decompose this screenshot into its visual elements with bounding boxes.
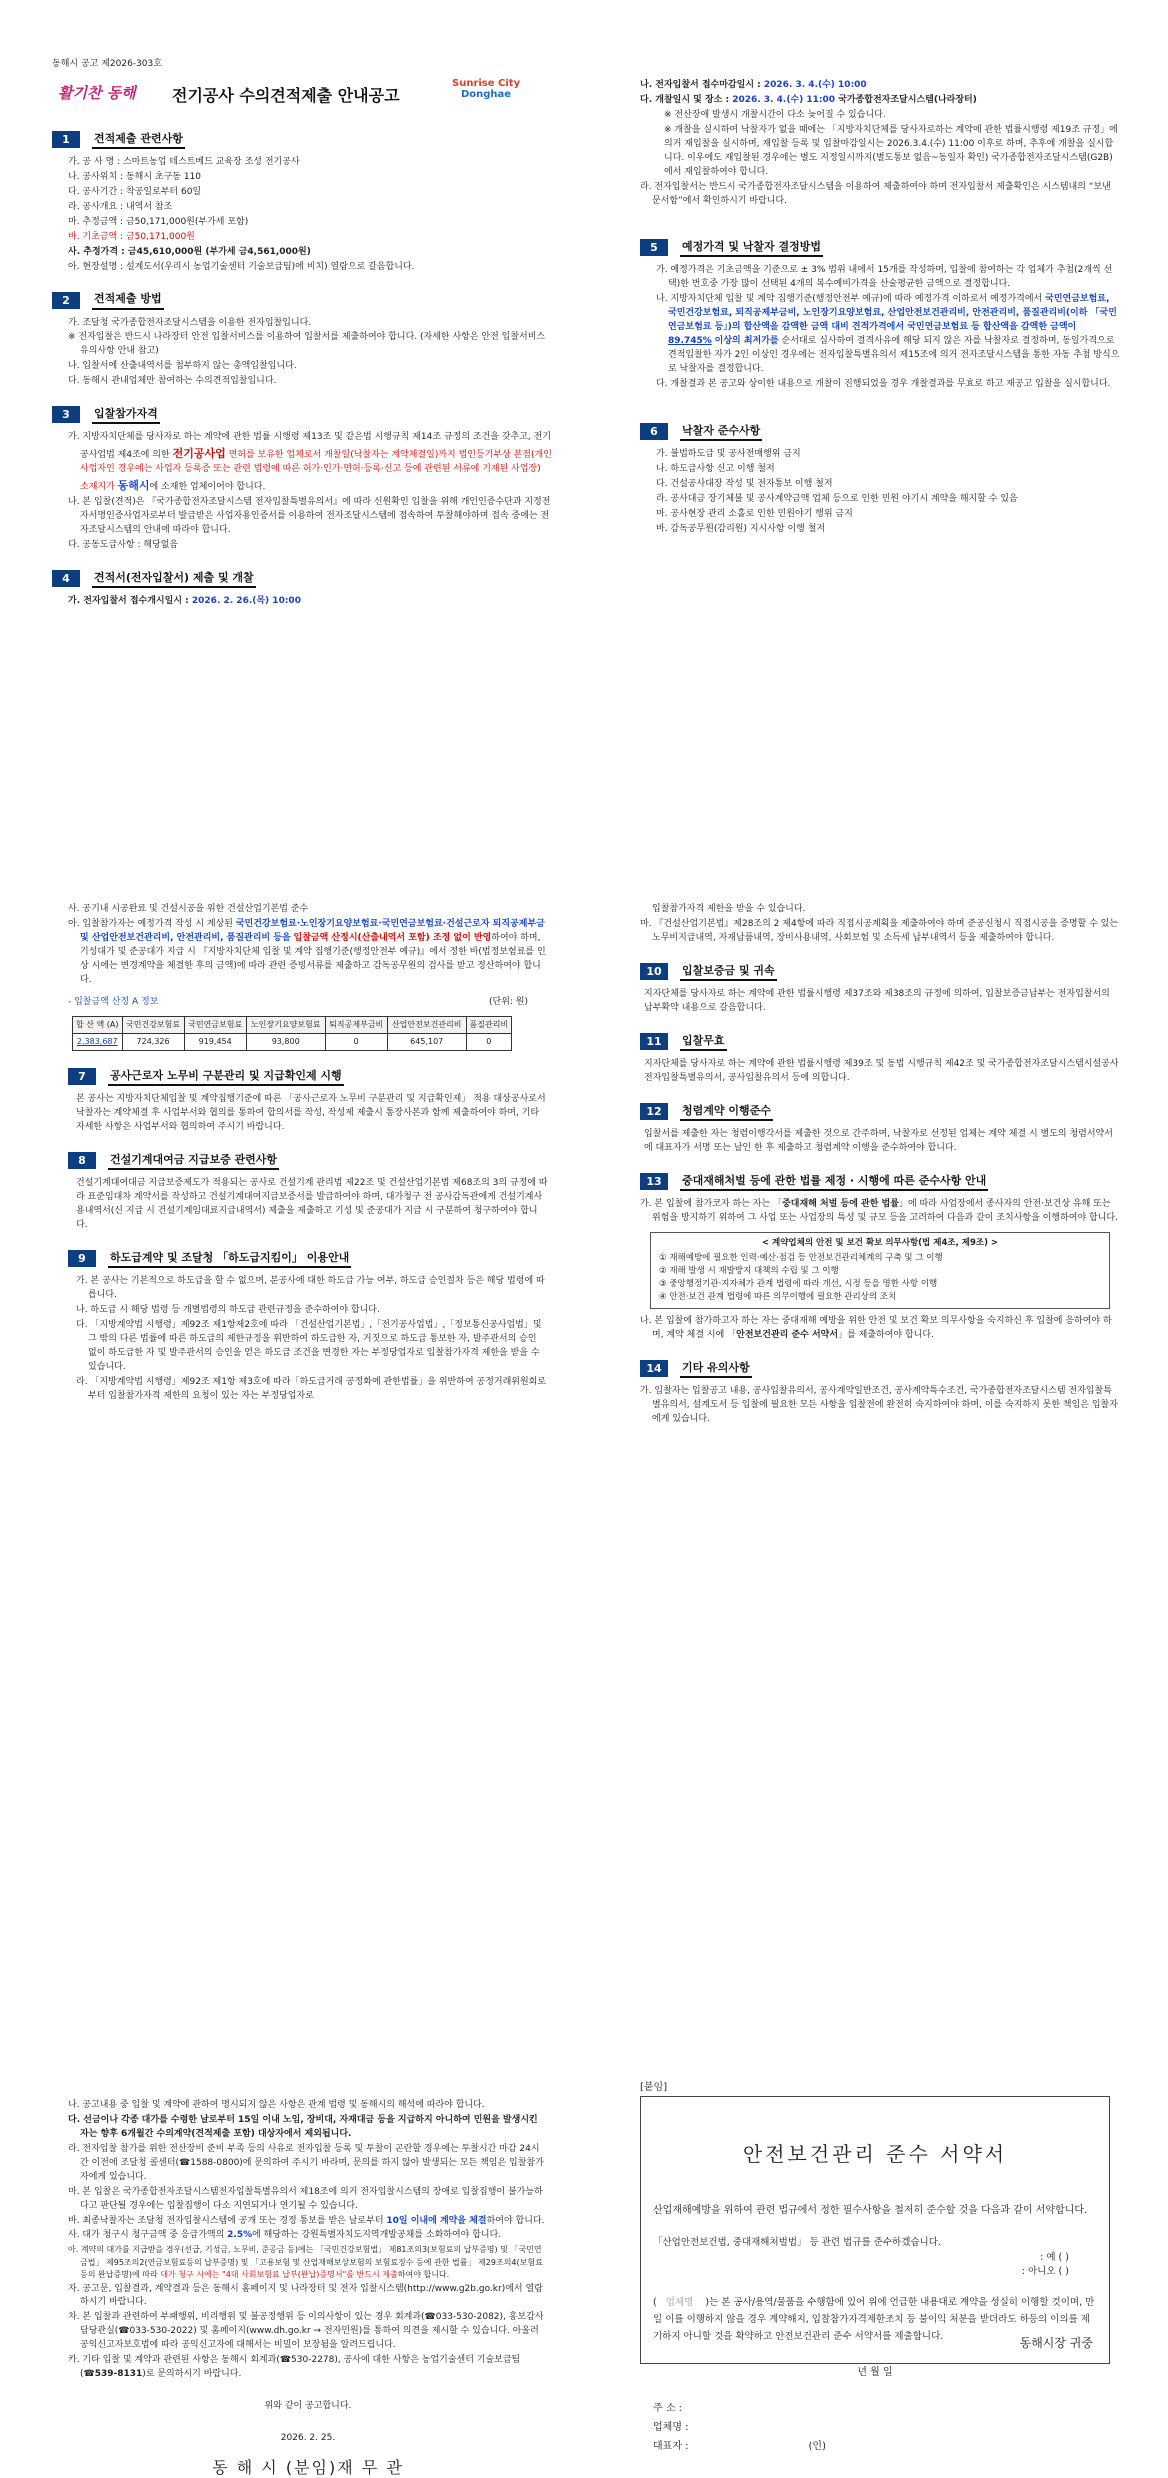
- section-9-header: 9 하도급계약 및 조달청 「하도급지킴이」 이용안내: [68, 1249, 548, 1268]
- calc-table-caption: [68, 996, 548, 1010]
- s1-item: 아. 현장설명 : 설계도서(우리시 농업기술센터 기술보급팀)에 비치) 열람으로 갈음합니다.: [68, 261, 415, 272]
- basic-amount: 바. 기초금액 : 금50,171,000원: [68, 231, 195, 242]
- bid-open-datetime: 가. 전자입찰서 접수개시일시 : 2026. 2. 26.(목) 10:00: [68, 595, 301, 606]
- obligation-item: ④ 안전·보건 관계 법령에 따른 의무이행에 필요한 관리상의 조치: [659, 1292, 897, 1303]
- s9-item: 나. 하도급 시 해당 법령 등 개별법령의 하도급 관련규정을 준수하여야 합니다.: [76, 1304, 380, 1315]
- pledge-signature-block: [641, 2399, 1109, 2456]
- section-13-header: 13 중대재해처벌 등에 관한 법률 제정 · 시행에 따른 준수사항 안내: [640, 1172, 1120, 1191]
- section-5-header: 5 예정가격 및 낙찰자 결정방법: [640, 238, 1120, 257]
- table-header: 국민건강보험료: [122, 1016, 184, 1033]
- bid-close-datetime: 나. 전자입찰서 접수마감일시 : 2026. 3. 4.(수) 10:00: [640, 80, 867, 90]
- section-3-header: 3 입찰참가자격: [52, 405, 552, 424]
- s14-item-a: 가. 입찰자는 입찰공고 내용, 공사입찰유의서, 공사계약일반조건, 공사계약특수조건, 국가종합전자조달시스템 전자입찰특별유의서, 설계도서 등 입찰에 필요한 모든 사항을 입찰전에 완전히 숙지하여야 하며, 이를 숙지하지 못한 책임은 입찰자에게 있습니다.: [640, 1386, 1118, 1425]
- s14-item-e: 마. 본 입찰은 국가종합전자조달시스템전자입찰특별유의서 제18조에 의거 전자입찰시스템의 장애로 입찰집행이 불가능하다고 판단될 경우에는 입찰집행이 다소 지연되거나 연기될 수 있습니다.: [68, 2186, 543, 2211]
- table-cell: 0: [466, 1033, 511, 1050]
- s1-item: 나. 공사위치 : 동해시 초구동 110: [68, 171, 202, 182]
- closing-statement: 위와 같이 공고합니다.: [264, 2401, 352, 2412]
- table-header: 품질관리비: [466, 1016, 511, 1033]
- pledge-recipient: 동해시장 귀중: [1019, 2336, 1093, 2351]
- obligation-item: ③ 중앙행정기관·지자체가 관계 법령에 따라 개선, 시정 등을 명한 사항 이행: [659, 1279, 938, 1290]
- s9-continued: 입찰참가자격 제한을 받을 수 있습니다.: [652, 904, 806, 914]
- section-11-header: 11 입찰무효: [640, 1032, 1120, 1051]
- table-cell: 919,454: [184, 1033, 246, 1050]
- s14-item-j: 차. 본 입찰과 관련하여 부패행위, 비리행위 및 불공정행위 등 이의사항이 있는 경우 회계과(☎033-530-2082), 홍보감사담당관실(☎033-530-2022) 및 홈페이지(www.dh.go.kr → 전자민원)를 통하여 의견을 제시할 수 있습니다. 아울러 공익신고자보호법에 따라 공익신고자에 대해서는 비밀이 보장됨을 알려드립니다.: [68, 2312, 544, 2351]
- s1-item: 라. 공사개요 : 내역서 참조: [68, 201, 173, 212]
- table-header: 국민연금보험료: [184, 1016, 246, 1033]
- s9-item-ma: 마. 『건설산업기본법』제28조의 2 제4항에 따라 직접시공계획을 제출하여야 하며 준공신청시 직접시공을 증명할 수 있는 노무비지급내역, 자재납품내역, 장비사용내역, 사회보험 및 소득세 납부내역서 등을 제출하여야 합니다.: [640, 918, 1119, 943]
- s14-item-i: 자. 공고문, 입찰결과, 계약결과 등은 동해시 홈페이지 및 나라장터 및 전자 입찰시스템(http://www.g2b.go.kr)에서 열람하시기 바랍니다.: [68, 2283, 543, 2308]
- s6-item: 나. 하도급사항 신고 이행 철저: [656, 463, 775, 474]
- s6-item: 다. 건설공사대장 작성 및 전자통보 이행 철저: [656, 478, 833, 489]
- notice-number: 동해시 공고 제2026-303호: [52, 59, 162, 69]
- s4-note: ※ 개찰을 실시하여 낙찰자가 없을 때에는 「지방자치단체를 당사자로하는 계약에 관한 법률시행령 제19조 규정」에 의거 재입찰을 실시하며, 재입찰 등록 및 입찰마감일시는 2026.3.4.(수) 11:00 이후로 하며, 추후에 개찰을 실시합니다. 이우에도 재입찰된 경우에는 별도 지정일시까지(별도통보 없음~동일자 확인) 국가종합전자조달시스템(G2B)에서 재입찰하여야 합니다.: [664, 124, 1118, 177]
- s2-item: 나. 입찰서에 산출내역서를 첨부하지 않는 총액입찰입니다.: [68, 361, 297, 372]
- s6-item: 마. 공사현장 관리 소홀로 인한 민원야기 행위 금지: [656, 508, 853, 519]
- s6-item: 바. 감독공무원(감리원) 지시사항 이행 철저: [656, 523, 826, 534]
- pledge-no[interactable]: : 아니오 ( ): [1021, 2266, 1069, 2278]
- section-10-header: 10 입찰보증금 및 귀속: [640, 962, 1120, 981]
- s9-item: 다. 「지방계약법 시행령」제92조 제1항제2호에 따라 「건설산업기본법」,「전기공사업법」,「정보통신공사업법」및 그 밖의 다른 법률에 따른 하도급의 제한규정을 위반하여 하도급한 자, 거짓으로 하도급 통보한 자, 발주관서의 승인 없이 하도급한 자 및 발주관서의 승인을 얻은 하도급 조건을 변경한 자는 부정당업자로 입찰참가자격 제한을 받을 수 있습니다.: [76, 1319, 542, 1372]
- s1-item: 다. 공사기간 : 착공일로부터 60일: [68, 186, 202, 197]
- s1-item: 마. 추정금액 : 금50,171,000원(부가세 포함): [68, 216, 249, 227]
- s7-text: 본 공사는 지방자치단체입찰 및 계약집행기준에 따른 「공사근로자 노무비 구분관리 및 지급확인제」 적용 대상공사로서 낙찰자는 계약체결 후 사업부서와 협의를 통하여 합의서를 작성, 작성제 제출시 통장사본과 함께 제출하여야 하며, 기타 자세한 사항은 사업부서와 협의하여 주시기 바랍니다.: [76, 1094, 546, 1133]
- section-2-header: 2 견적제출 방법: [52, 290, 552, 309]
- attachment-label: [붙임]: [640, 2082, 668, 2093]
- s14-item-f: 바. 최종낙찰자는 조달청 전자입찰시스템에 공개 또는 경정 통보를 받은 날로부터 10일 이내에 계약을 체결하여야 합니다.: [68, 2215, 545, 2226]
- pledge-law-question: 「산업안전보건법, 중대재해처벌법」 등 관련 법규를 준수하겠습니다.: [653, 2237, 941, 2248]
- s8-text: 건설기계대여대금 지급보증제도가 적용되는 공사로 건설기계 관리법 제22조 및 건설산업기본법 제68조의 3의 규정에 따라 표준임대차 계약서를 작성하고 건설기계대여지급보증서를 발급하여야 하며, 대가청구 전 공사감독관에게 건설기계사용내역서(신 지급 시 건설기계임대료지급내역서) 제출을 제출하고 기성 및 준공대가 지급 시 구분하여 청구하여야 합니다.: [76, 1178, 548, 1231]
- section-6-body: [640, 448, 1120, 537]
- s2-item: ※ 전자입찰은 반드시 나라장터 안전 입찰서비스를 이용하여 입찰서를 제출하여야 합니다. (자세한 사항은 안전 입찰서비스 유의사항 안내 참고): [68, 332, 546, 357]
- s2-item: 다. 동해시 관내업체만 참여하는 수의견적입찰입니다.: [68, 376, 277, 387]
- issuer: 동 해 시 (분임)재 무 관: [212, 2457, 404, 2477]
- table-row: [73, 1033, 512, 1050]
- section-1-header: 1 견적제출 관련사항: [52, 130, 552, 149]
- table-header: 산업안전보건관리비: [387, 1016, 466, 1033]
- address-field[interactable]: 주 소 :: [653, 2402, 683, 2414]
- s3-item-b: 나. 본 입찰(견적)은 『국가종합전자조달시스템 전자입찰특별유의서』에 따라 신원확인 입찰을 위해 개인인증수단과 지정전자서명인증사업자로부터 발급받은 사업자용인증서를 이용하여 전자조달시스템에 접속하여 투찰해야하며 접속 중에는 전자조달시스템의 안내에 따라야 합니다.: [68, 497, 551, 535]
- obligation-item: ② 재해 발생 시 재발방지 대책의 수립 및 그 이행: [659, 1265, 839, 1276]
- page1-left-column: [52, 58, 552, 610]
- s4-item-d: 라. 전자입찰서는 반드시 국가종합전자조달시스템을 이용하여 제출하여야 하며 전자입찰서 제출확인은 시스템내의 “보낸 문서함”에서 확인하시기 바랍니다.: [640, 181, 1111, 206]
- s5-item-b: 나. 지방자치단체 입찰 및 계약 집행기준(행정안전부 예규)에 따라 예정가격 이하로서 예정가격에서 국민연금보험료, 국민건강보험료, 퇴직공제부금비, 노인장기요양보험료, 산업안전보건관리비, 안전관리비, 품질관리비(이하 「국민연금보험료 등」)의 합산액을 감액한 금액 대비 견적가격에서 국민연금보험료 등 합산액을 감액한 금액이 89.745% 이상의 최저가를 순서대로 심사하여 결격사유에 해당 되지 않은 자를 낙찰자로 결정하며, 동일가격으로 견적입찰한 자가 2인 이상인 경우에는 전자입찰특별유의서 제15조에 의거 전자조달시스템을 통한 자동 추첨 방식으로 낙찰자를 결정합니다.: [656, 294, 1120, 375]
- section-1-body: [52, 156, 552, 275]
- pledge-yes[interactable]: : 예 ( ): [1040, 2251, 1069, 2263]
- s12-text: 입찰서를 제출한 자는 청렴이행각서를 제출한 것으로 간주하며, 낙찰자로 선정된 업체는 계약 체결 시 별도의 청렴서약서에 대표자가 서명 또는 날인 한 후 제출하고 청렴계약 이행을 준수하여야 합니다.: [644, 1128, 1113, 1153]
- s13-item-a: 가. 본 입찰에 참가코자 하는 자는 「중대재해 처벌 등에 관한 법률」에 따라 사업장에서 종사자의 안전·보건상 유해 또는 위험을 방지하기 위하여 그 사업 또는 사업장의 특성 및 규모 등을 고려하여 다음과 같이 조치사항을 이행하여야 합니다.: [640, 1198, 1118, 1223]
- s9-item: 라. 「지방계약법 시행령」제92조 제1항 제3호에 따라「하도급거래 공정화에 관한법률」을 위반하여 공정거래위원회로부터 입찰참가자격 제한의 요청이 있는 자는 부정당업자로: [76, 1376, 547, 1401]
- s14-item-c: 다. 선금이나 각종 대가를 수령한 날로부터 15일 이내 노임, 장비대, 자재대금 등을 지급하지 아니하여 민원을 발생시킨 자는 향후 6개월간 수의계약(견적제출 포함) 대상자에서 제외됩니다.: [68, 2114, 538, 2139]
- s11-text: 지자단체를 당사자로 하는 계약에 관한 법률시행령 제39조 및 동법 시행규칙 제42조 및 국가종합전자조달시스템시설공사전자입찰특별유의서, 공사입찰유의서 등에 의합니다.: [644, 1058, 1119, 1083]
- bid-amount-table: [72, 1016, 512, 1052]
- representative-field[interactable]: 대표자 : (인): [653, 2440, 826, 2452]
- s2-item: 가. 조달청 국가종합전자조달시스템을 이용한 전자입찰입니다.: [68, 317, 312, 328]
- header-banner: [52, 78, 552, 114]
- table-header: 노인장기요양보험료: [246, 1016, 325, 1033]
- pledge-body: ( 업체명 )는 본 공사/용역/물품을 수행함에 있어 위에 언급한 내용대로 계약을 성실히 이행할 것이며, 만일 이를 이행하지 않을 경우 계약해지, 입찰참가자격제한조치 등 불이익 처분을 받더라도 하등의 이의를 제기하지 아니할 것을 확약하고 안전보건관리 준수 서약서를 제출합니다.: [653, 2297, 1095, 2343]
- sunrise-city-logo: Sunrise City Donghae: [452, 77, 521, 100]
- section-4-header: 4 견적서(전자입찰서) 제출 및 개찰: [52, 569, 552, 588]
- pledge-date-line[interactable]: 년 월 일: [857, 2367, 893, 2379]
- s3-item-a: 가. 지방자치단체를 당사자로 하는 계약에 관한 법률 시행령 제13조 및 같은법 시행규칙 제14조 규정의 조건을 갖추고, 전기공사업법 제4조에 의한 전기공사업 면허를 보유한 업체로서 개찰일(낙찰자는 계약체결일)까지 법인등기부상 본점(개인사업자인 경우에는 사업자 등록증 또는 관련 법령에 따른 허가·인가·면허·등록·신고 등에 관련된 서류에 기재된 사업장) 소재지가 동해시에 소재한 업체이어야 합니다.: [68, 432, 552, 493]
- table-cell: 93,800: [246, 1033, 325, 1050]
- table-header: 퇴직공제부금비: [325, 1016, 387, 1033]
- section-5-body: [640, 264, 1120, 391]
- estimated-price: 사. 추정가격 : 금45,610,000원 (부가세 금4,561,000원): [68, 246, 311, 257]
- obligations-box-title: < 계약업체의 안전 및 보건 확보 의무사항(법 제4조, 제9조) >: [761, 1237, 999, 1248]
- page2-left-column: [68, 902, 548, 1404]
- s6-item-a: 아. 입찰참가자는 예정가격 작성 시 계상된 국민건강보험료·노인장기요양보험료·국민연금보험료·건설근로자 퇴직공제부금 및 산업안전보건관리비, 안전관리비, 품질관리비 등을 입찰금액 산정시(산출내역서 포함) 조정 없이 반영하여야 하며, 기성대가 및 준공대가 지급 시 『지방자치단체 입찰 및 계약 집행기준(행정안전부 예규)』에서 정한 바(법정보험료를 인상 시에는 변경계약을 체결한 후의 금액)에 따라 관련 증빙서류를 제출하고 감독공무원의 검사를 받고 정산하여야 합니다.: [68, 918, 546, 985]
- safety-pledge-form: [640, 2096, 1110, 2452]
- page-title: 전기공사 수의견적제출 안내공고: [172, 85, 400, 105]
- pledge-title: 안전보건관리 준수 서약서: [742, 2142, 1008, 2166]
- opening-datetime: 다. 개찰일시 및 장소 : 2026. 3. 4.(수) 11:00 국가종합전자조달시스템(나라장터): [640, 94, 977, 105]
- section-6-header: 6 낙찰자 준수사항: [640, 422, 1120, 441]
- page2-right-column: [640, 902, 1120, 1428]
- seal-label: (인): [808, 2440, 826, 2452]
- table-cell: 645,107: [387, 1033, 466, 1050]
- company-placeholder[interactable]: 업체명: [665, 2297, 694, 2309]
- section-9-body: [68, 1275, 548, 1403]
- s5-item-c: 다. 개찰결과 본 공고와 상이한 내용으로 개찰이 진행되었을 경우 개찰결과를 무효로 하고 재공고 입찰을 실시합니다.: [656, 378, 1111, 389]
- s6-item: 라. 공사대금 장기체불 및 공사계약금액 업체 등으로 인한 민원 야기시 계약을 해지할 수 있음: [656, 493, 1018, 504]
- s1-item: 가. 공 사 명 : 스마트농업 테스트베드 교육장 조성 전기공사: [68, 156, 300, 167]
- announcement-date: 2026. 2. 25.: [280, 2433, 336, 2444]
- table-header-row: [73, 1016, 512, 1033]
- s4-note: ※ 전산장애 발생시 개찰시간이 다소 늦어질 수 있습니다.: [664, 109, 886, 120]
- section-14-header: 14 기타 유의사항: [640, 1359, 1120, 1378]
- s14-item-h: 아. 계약의 대가를 지급받을 경우(선급, 기성금, 노무비, 준공금 등)에는 「국민건강보험법」 제81조의3(보험료의 납부증명) 및 「국민연금법」 제95조의2(연금보험료등의 납부증명) 및 「고용보험 및 산업재해보상보험의 보험료징수 등에 관한 법률」 제29조의4(보험료등의 완납증명)에 따라 대가 청구 시에는 "4대 사회보험료 납부(완납)증명서"를 반드시 제출하여야 합니다.: [68, 2245, 543, 2280]
- section-2-body: [52, 317, 552, 390]
- s6-item: 가. 불법하도급 및 공사전매행위 금지: [656, 448, 801, 459]
- page3-left-column: [68, 2098, 548, 2478]
- s14-item-d: 라. 전자입찰 참가를 위한 전산장비 준비 부족 등의 사유로 전자입찰 등록 및 투찰이 곤란할 경우에는 투찰시간 마감 24시간 이전에 조달청 콜센터(☎1588-0800)에 문의하여 주시기 바라며, 문의를 하지 않아 발생되는 모든 책임은 입찰참가자에게 있습니다.: [68, 2143, 544, 2182]
- s14-item-k: 카. 기타 입찰 및 계약과 관련된 사항은 동해시 회계과(☎530-2278), 공사에 대한 사항은 농업기술센터 기술보급팀(☎539-8131)로 문의하시기 바랍니다.: [68, 2355, 521, 2380]
- city-slogan-logo: 활기찬 동해: [58, 83, 136, 102]
- s3-item-c: 다. 공동도급사항 : 해당없음: [68, 539, 179, 550]
- s5-item-a: 가. 예정가격은 기초금액을 기준으로 ± 3% 범위 내에서 15개를 작성하며, 입찰에 참여하는 각 업체가 추첨(2개씩 선택)한 번호중 가장 많이 선택된 4개의 복수예비가격을 산술평균한 금액으로 결정합니다.: [656, 265, 1113, 290]
- pledge-intro: 산업재해예방을 위하여 관련 법규에서 정한 필수사항을 철저히 준수할 것을 다음과 같이 서약합니다.: [653, 2205, 1088, 2216]
- s9-item: 가. 본 공사는 기본적으로 하도급을 할 수 없으며, 분공사에 대한 하도급 가능 여부, 하도급 승인절차 등은 해당 법령에 따릅니다.: [76, 1276, 545, 1300]
- s14-item-g: 사. 대가 청구시 청구금액 중 응급가액의 2.5%에 해당하는 강원특별자치도지역개발공채를 소화하여야 합니다.: [68, 2230, 502, 2241]
- company-field[interactable]: 업체명 :: [653, 2421, 689, 2433]
- s6-item-sa: 사. 공기내 시공완료 및 건설시공을 위한 건설산업기본법 준수: [68, 904, 309, 914]
- section-12-header: 12 청렴계약 이행준수: [640, 1102, 1120, 1121]
- obligation-item: ① 재해예방에 필요한 인력·예산·점검 등 안전보건관리체계의 구축 및 그 이행: [659, 1252, 943, 1263]
- table-cell: 0: [325, 1033, 387, 1050]
- section-4-body: [52, 595, 552, 609]
- section-7-header: 7 공사근로자 노무비 구분관리 및 지급확인제 시행: [68, 1067, 548, 1086]
- section-8-header: 8 건설기계대여금 지급보증 관련사항: [68, 1151, 548, 1170]
- table-cell: 724,326: [122, 1033, 184, 1050]
- s10-text: 지자단체를 당사자로 하는 계약에 관한 법률시행령 제37조와 제38조의 규정에 의하여, 입찰보증금납부는 전자입찰서의 납부확약 내용으로 갈음합니다.: [644, 988, 1110, 1013]
- page1-right-column: [640, 78, 1120, 538]
- table-cell: 2,383,687: [73, 1033, 123, 1050]
- s13-item-b: 나. 본 입찰에 참가하고자 하는 자는 중대재해 예방을 위한 안전 및 보건 확보 의무사항을 숙지하신 후 입찰에 응하여야 하며, 계약 체결 시에 「안전보건관리 준수 서약서」를 제출하여야 합니다.: [640, 1316, 1112, 1341]
- obligations-box: [650, 1232, 1110, 1310]
- calc-label: - 입찰금액 산정 A 정보: [68, 996, 159, 1007]
- section-3-body: [52, 431, 552, 553]
- s14-item-b: 나. 공고내용 중 입찰 및 계약에 관하여 명시되지 않은 사항은 관계 법령 및 동해시의 해석에 따라야 합니다.: [68, 2100, 485, 2110]
- table-header: 합 산 액 (A): [73, 1016, 123, 1033]
- unit-label: (단위: 원): [489, 996, 528, 1007]
